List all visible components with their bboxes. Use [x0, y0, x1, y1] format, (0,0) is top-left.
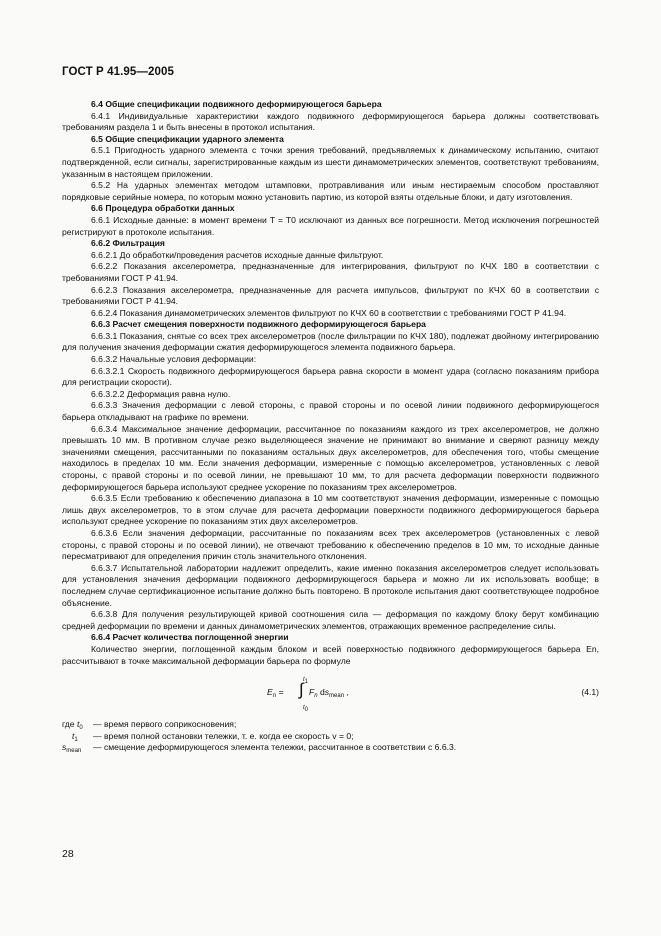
- paragraph: 6.6.3.2.1 Скорость подвижного деформирующегося барьера равна скорости в момент удара (согласно показаниям прибора для регистрации скорости).: [62, 365, 599, 388]
- paragraph: 6.6.1 Исходные данные: в момент времени T = T0 исключают из данных все погрешности. Метод исключения погрешностей регистрируют в протоколе испытания.: [62, 214, 599, 237]
- section-heading: 6.6.2 Фильтрация: [91, 238, 165, 249]
- section-heading: 6.6.3 Расчет смещения поверхности подвижного деформирующегося барьера: [91, 319, 426, 330]
- paragraph: 6.5.1 Пригодность ударного элемента с точки зрения требований, предъявляемых к динамическому испытанию, считают подтвержденной, если сигналы, зарегистрированные каждым из шести динамометрических элементов, соответствуют требованиям, указанным в настоящем приложении.: [62, 145, 599, 179]
- definition-row: [62, 731, 599, 743]
- paragraph: 6.6.3.2 Начальные условия деформации:: [91, 354, 257, 365]
- section-heading: 6.6.4 Расчет количества поглощенной энергии: [91, 632, 289, 643]
- formula-rhs: $F_n$ $ds_{mean}$ ,: [309, 687, 349, 700]
- definition-symbol: где $t_0$: [62, 719, 83, 732]
- definition-row: [62, 742, 599, 754]
- text-blocks: [62, 99, 599, 667]
- paragraph: 6.5.2 На ударных элементах методом штамповки, протравливания или иным нестираемым способом проставляют порядковые серийные номера, по которым можно установить партию, из которой взяты отдельные блоки, и дату изготовления.: [62, 180, 599, 202]
- formula-definitions: [62, 719, 599, 754]
- paragraph: 6.6.2.1 До обработки/проведения расчетов исходные данные фильтруют.: [91, 249, 384, 260]
- formula-lhs: $E_n$ =: [267, 687, 284, 700]
- section-heading: 6.6 Процедура обработки данных: [91, 203, 235, 214]
- document-body: [62, 99, 599, 754]
- integral-sign: ∫: [299, 680, 304, 700]
- definition-text: — время первого соприкосновения;: [93, 719, 237, 730]
- formula-upper-limit: $t_1$: [303, 677, 309, 686]
- definition-row: [62, 719, 599, 731]
- paragraph: 6.6.3.5 Если требованию к обеспечению диапазона в 10 мм соответствуют значения деформации, измеренные с помощью лишь двух акселерометров, то в этом случае для расчета деформации поверхности подвижного деформирующегося барьера используют среднее ускорение по показаниям этих двух акселерометров.: [62, 493, 599, 527]
- definition-symbol: $t_1$: [72, 730, 78, 743]
- paragraph: 6.6.3.8 Для получения результирующей кривой соотношения сила — деформация по каждому блоку берут комбинацию средней деформации по времени и данных динамометрических элементов, отражающих временное распределение силы.: [62, 609, 599, 631]
- paragraph: 6.6.3.1 Показания, снятые со всех трех акселерометров (после фильтрации по КЧХ 180), подлежат двойному интегрированию для получения значения деформации сжатия деформирующегося элемента подвижного барьера.: [62, 330, 599, 353]
- definition-symbol: $s_{mean}$: [62, 742, 82, 755]
- formula-number: (4.1): [581, 687, 599, 698]
- paragraph: Количество энергии, поглощенной каждым блоком и всей поверхностью подвижного деформирующегося барьера En, рассчитывают в точке максимальной деформации барьера по формуле: [62, 643, 599, 666]
- formula-lower-limit: $t_0$: [303, 705, 309, 714]
- paragraph: 6.6.3.2.2 Деформация равна нулю.: [91, 388, 231, 399]
- paragraph: 6.6.3.4 Максимальное значение деформации, рассчитанное по показаниям каждого из трех акселерометров, не должно превышать 10 мм. В противном случае резко выделяющееся значение не принимают во внимание и сверяют разницу между значениями смещения, рассчитанными по показаниям остальных двух акселерометров, для обеспечения того, чтобы смещение находилось в пределах 10 мм. Если значения деформации, измеренные с помощью акселерометров, установленных с левой стороны, с правой стороны и по осевой линии, не превышают 10 мм, то для расчета деформации поверхности подвижного деформирующегося барьера используют среднее ускорение по показаниям трех акселерометров.: [62, 423, 599, 492]
- page-number: 28: [62, 848, 74, 860]
- section-heading: 6.4 Общие спецификации подвижного деформирующегося барьера: [91, 99, 382, 109]
- section-heading: 6.5 Общие спецификации ударного элемента: [91, 133, 284, 144]
- paragraph: 6.6.3.3 Значения деформации с левой стороны, с правой стороны и по осевой линии подвижного деформирующегося барьера откладывают на графике по времени.: [62, 400, 599, 423]
- document-header: ГОСТ Р 41.95—2005: [62, 66, 174, 78]
- paragraph: 6.6.3.7 Испытательной лаборатории надлежит определить, какие именно показания акселерометров следует использовать для установления значения деформации подвижного деформирующегося барьера и можно ли их использовать вообще; в последнем случае сертификационное испытание должно быть повторено. В протоколе испытания дают соответствующее подробное объяснение.: [62, 562, 599, 608]
- definition-text: — время полной остановки тележки, т. е. когда ее скорость v = 0;: [93, 730, 354, 741]
- paragraph: 6.6.2.3 Показания акселерометра, предназначенные для расчета импульсов, фильтруют по КЧХ 60 в соответствии с требованиями ГОСТ Р 41.94.: [62, 284, 599, 307]
- paragraph: 6.6.3.6 Если значения деформации, рассчитанные по показаниям всех трех акселерометров (установленных с левой стороны, с правой стороны и по осевой линии), не отвечают требованию к обеспечению пределов в 10 мм, то исходные данные пересматривают для определения причин столь значительного отклонения.: [62, 527, 599, 562]
- formula-4-1: [62, 671, 599, 715]
- paragraph: 6.6.2.4 Показания динамометрических элементов фильтруют по КЧХ 60 в соответствии с требованиями ГОСТ Р 41.94.: [91, 307, 567, 318]
- paragraph: 6.6.2.2 Показания акселерометра, предназначенные для интегрирования, фильтруют по КЧХ 180 в соответствии с требованиями ГОСТ Р 41.94.: [62, 261, 599, 283]
- paragraph: 6.4.1 Индивидуальные характеристики каждого подвижного деформирующегося барьера должны соответствовать требованиям раздела 1 и быть внесены в протокол испытания.: [62, 110, 599, 133]
- definition-text: — смещение деформирующегося элемента тележки, рассчитанное в соответствии с 6.6.3.: [93, 742, 457, 753]
